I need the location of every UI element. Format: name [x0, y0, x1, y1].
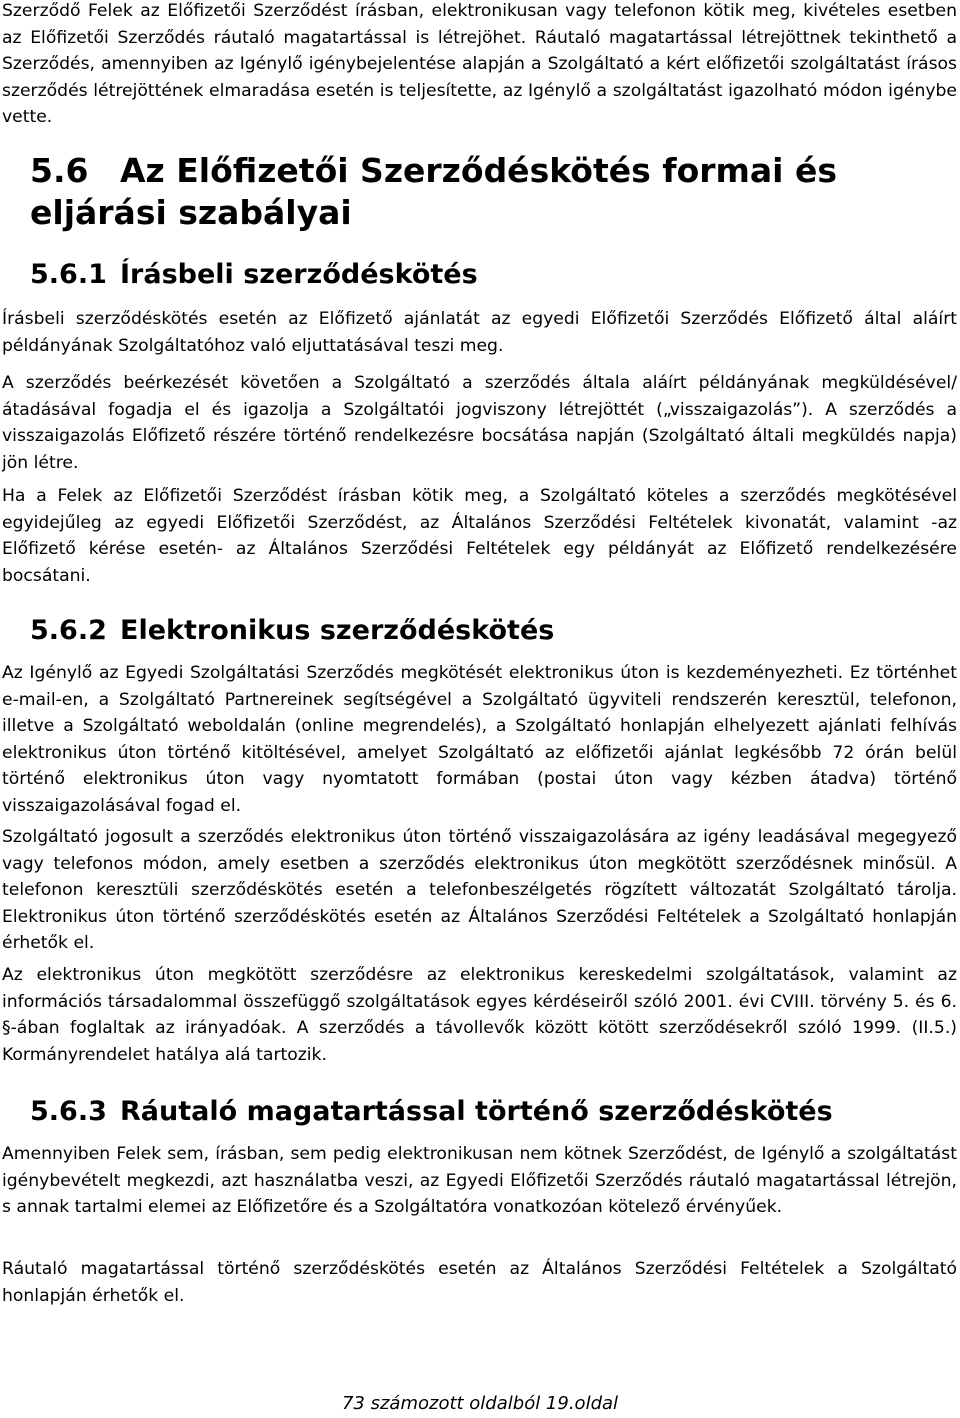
paragraph-written-contract-1: Írásbeli szerződéskötés esetén az Előfizető ajánlatát az egyedi Előfizetői Szerződés Előfizető által aláírt példányának Szolgáltatóhoz való eljuttatásával teszi meg. — [2, 309, 957, 356]
section-number: 5.6 — [30, 151, 89, 190]
page-footer: 73 számozott oldalból 19.oldal — [341, 1393, 619, 1414]
section-heading-5-6 — [30, 150, 930, 234]
section-heading-5-6-1 — [30, 258, 930, 292]
paragraph-written-contract-3: Ha a Felek az Előfizetői Szerződést írásban kötik meg, a Szolgáltató köteles a szerződés megkötésével egyidejűleg az egyedi Előfizetői Szerződést, az Általános Szerződési Feltételek kivonatát, valamint -az Előfizető kérése esetén- az Általános Szerződési Feltételek egy példányát az Előfizető rendelkezésére bocsátani. — [2, 486, 957, 586]
section-title: Ráutaló magatartással történő szerződéskötés — [120, 1096, 833, 1127]
section-heading-5-6-2 — [30, 614, 930, 648]
section-number: 5.6.1 — [30, 259, 107, 290]
paragraph-electronic-contract-2: Szolgáltató jogosult a szerződés elektronikus úton történő visszaigazolására az igény leadásával megegyező vagy telefonos módon, amely esetben a szerződés elektronikus úton megkötött szerződésnek minősül. A telefonon keresztüli szerződéskötés esetén a telefonbeszélgetés rögzített változatát Szolgáltató tárolja. Elektronikus úton történő szerződéskötés esetén az Általános Szerződési Feltételek a Szolgáltató honlapján érhetők el. — [2, 827, 957, 953]
paragraph-written-contract-2: A szerződés beérkezését követően a Szolgáltató a szerződés általa aláírt példányának megküldésével/átadásával fogadja el és igazolja a Szolgáltatói jogviszony létrejöttét („visszaigazolás”). A szerződés a visszaigazolás Előfizető részére történő rendelkezésre bocsátása napján (Szolgáltató általi megküldés napja) jön létre. — [2, 373, 957, 473]
paragraph-implied-contract-1: Amennyiben Felek sem, írásban, sem pedig elektronikusan nem kötnek Szerződést, de Igénylő a szolgáltatást igénybevételt megkezdi, azt használatba veszi, az Egyedi Előfizetői Szerződés ráutaló magatartással létrejön, s annak tartalmi elemei az Előfizetőre és a Szolgáltatóra vonatkozóan kötelező érvényűek. — [2, 1144, 957, 1217]
paragraph-electronic-contract-1: Az Igénylő az Egyedi Szolgáltatási Szerződés megkötését elektronikus úton is kezdeményezheti. Ez történhet e-mail-en, a Szolgáltató Partnereinek segítségével a Szolgáltató ügyviteli rendszerén keresztül, telefonon, illetve a Szolgáltató weboldalán (online megrendelés), a Szolgáltató honlapján elhelyezett ajánlati felhívás elektronikus úton történő kitöltésével, amelyet Szolgáltató az előfizetői ajánlat legkésőbb 72 órán belül történő elektronikus úton vagy nyomtatott formában (postai úton vagy kézben átadva) történő visszaigazolásával fogad el. — [2, 663, 957, 816]
paragraph-implied-contract-2: Ráutaló magatartással történő szerződéskötés esetén az Általános Szerződési Feltételek a Szolgáltató honlapján érhetők el. — [2, 1259, 957, 1306]
section-number: 5.6.3 — [30, 1096, 107, 1127]
section-title: Írásbeli szerződéskötés — [120, 259, 478, 290]
section-number: 5.6.2 — [30, 615, 107, 646]
paragraph-electronic-contract-3: Az elektronikus úton megkötött szerződésre az elektronikus kereskedelmi szolgáltatások, valamint az információs társadalommal összefüggő szolgáltatások egyes kérdéseiről szóló 2001. évi CVIII. törvény 5. és 6. §-ában foglaltak az irányadóak. A szerződés a távollevők között kötött szerződésekről szóló 1999. (II.5.) Kormányrendelet hatálya alá tartozik. — [2, 965, 957, 1065]
section-heading-5-6-3 — [30, 1095, 930, 1129]
section-title: Az Előfizetői Szerződéskötés formai és eljárási szabályai — [30, 151, 838, 232]
paragraph-intro: Szerződő Felek az Előfizetői Szerződést írásban, elektronikusan vagy telefonon kötik meg, kivételes esetben az Előfizetői Szerződés ráutaló magatartással is létrejöhet. Ráutaló magatartással létrejöttnek tekinthető a Szerződés, amennyiben az Igénylő igénybejelentése alapján a Szolgáltató a kért előfizetői szolgáltatást írásos szerződés létrejöttének elmaradása esetén is teljesítette, az Igénylő a szolgáltatást igazolható módon igénybe vette. — [2, 1, 957, 127]
section-title: Elektronikus szerződéskötés — [120, 615, 555, 646]
